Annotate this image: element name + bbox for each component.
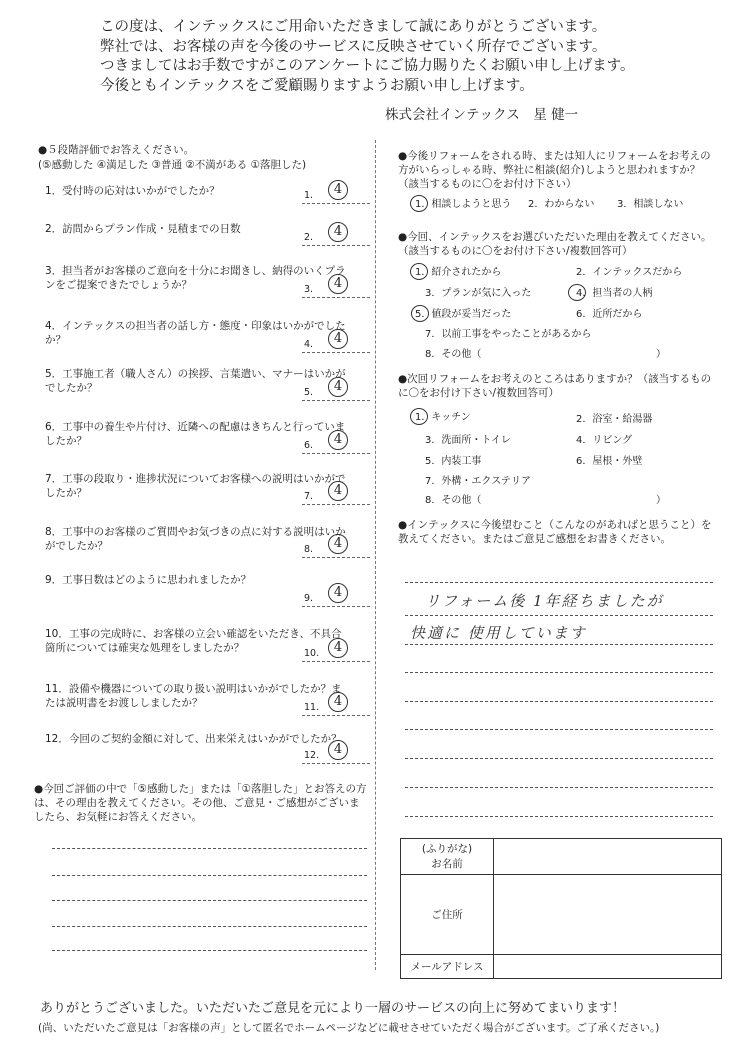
comment-line[interactable] <box>405 615 713 616</box>
rating-answer-circle: 4 <box>328 180 348 200</box>
signature: 株式会社インテックス 星 健一 <box>385 107 579 123</box>
rating-answer-circle: 4 <box>328 481 348 501</box>
name-label-cell <box>401 839 494 875</box>
question-text: 2．訪問からプラン作成・見積までの日数 <box>45 223 241 235</box>
q3-option-5[interactable]: 5．内装工事 <box>425 456 482 467</box>
question-number: 2. <box>304 232 314 243</box>
question-text: 10．工事の完成時に、お客様の立会い確認をいただき、不具合箇所については確実な処理をしましたか？ <box>45 628 342 654</box>
q3-option-2[interactable]: 2．浴室・給湯器 <box>576 414 653 425</box>
comment-line[interactable] <box>405 787 713 788</box>
q2-option-5[interactable]: 5．値段が妥当だった <box>415 309 512 320</box>
reason-line[interactable] <box>52 926 367 927</box>
answer-line[interactable] <box>302 661 370 662</box>
answer-line[interactable] <box>302 504 370 505</box>
question-number: 1. <box>304 190 314 201</box>
q2-option-8-close: ） <box>656 349 666 360</box>
q3-option-3[interactable]: 3．洗面所・トイレ <box>425 435 511 446</box>
intro-text <box>100 18 700 96</box>
question-number: 4. <box>304 339 314 350</box>
q1-option-3[interactable]: 3．相談しない <box>617 199 684 210</box>
q3-option-7[interactable]: 7．外構・エクステリア <box>425 476 532 487</box>
comment-line[interactable] <box>405 758 713 759</box>
reason-line[interactable] <box>52 950 367 951</box>
name-label: お名前 <box>431 857 463 870</box>
answer-line[interactable] <box>302 763 370 764</box>
question-number: 7. <box>304 491 314 502</box>
answer-line[interactable] <box>302 245 370 246</box>
q3-option-8-close: ） <box>656 495 666 506</box>
rating-answer-circle: 4 <box>328 638 348 658</box>
q2-option-6[interactable]: 6．近所だから <box>576 309 643 320</box>
rating-header: ●５段階評価でお答えください。 <box>38 144 195 156</box>
handwritten-comment: 快適に 使用しています <box>410 624 587 642</box>
q2-option-4[interactable]: 4．担当者の人柄 <box>576 288 653 299</box>
reason-line[interactable] <box>52 848 367 849</box>
q3-option-6[interactable]: 6．屋根・外壁 <box>576 456 643 467</box>
thanks-text: ありがとうございました。いただいたご意見を元により一層のサービスの向上に努めてまいります！ <box>40 1001 626 1016</box>
rating-answer-circle: 4 <box>328 274 348 294</box>
rating-answer-circle: 4 <box>328 329 348 349</box>
question-text: 11．設備や機器についての取り扱い説明はいかがでしたか？または説明書をお渡ししましたか？ <box>45 683 342 709</box>
q3-option-4[interactable]: 4．リビング <box>576 435 633 446</box>
rating-scale: (⑤感動した ④満足した ③普通 ②不満がある ①落胆した) <box>38 159 307 171</box>
q1-option-1[interactable]: 1．相談しようと思う <box>415 199 512 210</box>
handwritten-comment: リフォーム後 1年経ちましたが <box>425 592 664 610</box>
question-number: 8. <box>304 544 314 555</box>
rating-answer-circle: 4 <box>328 692 348 712</box>
rating-answer-circle: 4 <box>328 222 348 242</box>
furigana-label: (ふりがな) <box>421 842 473 855</box>
comment-line[interactable] <box>405 729 713 730</box>
email-field[interactable] <box>494 955 722 979</box>
q2-prompt: ●今回、インテックスをお選びいただいた理由を教えてください。（該当するものに〇をお付け下さい/複数回答可） <box>398 231 712 257</box>
address-label: ご住所 <box>401 875 494 955</box>
reason-line[interactable] <box>52 875 367 876</box>
answer-line[interactable] <box>302 557 370 558</box>
answer-line[interactable] <box>302 400 370 401</box>
q2-option-7[interactable]: 7．以前工事をやったことがあるから <box>425 329 592 340</box>
intro-line: 弊社では、お客様の声を今後のサービスに反映させていく所存でございます。 <box>100 38 607 55</box>
q1-option-2[interactable]: 2．わからない <box>528 199 595 210</box>
q3-option-8[interactable]: 8．その他（ <box>425 495 482 506</box>
question-number: 11. <box>304 702 320 713</box>
question-number: 6. <box>304 440 314 451</box>
question-text: 9．工事日数はどのように思われましたか？ <box>45 574 252 586</box>
reason-line[interactable] <box>52 900 367 901</box>
reason-prompt: ●今回ご評価の中で「⑤感動した」または「①落胆した」とお答えの方は、その理由を教えてください。その他、ご意見・ご感想がございましたら、お気軽にお答えください。 <box>34 783 367 823</box>
question-text: 8．工事中のお客様のご質問やお気づきの点に対する説明はいかがでしたか？ <box>45 526 346 552</box>
answer-line[interactable] <box>302 453 370 454</box>
comment-line[interactable] <box>405 672 713 673</box>
answer-line[interactable] <box>302 606 370 607</box>
rating-answer-circle: 4 <box>328 534 348 554</box>
q2-option-2[interactable]: 2．インテックスだから <box>576 267 683 278</box>
comment-line[interactable] <box>405 582 713 583</box>
comment-line[interactable] <box>405 644 713 645</box>
question-number: 9. <box>304 593 314 604</box>
answer-line[interactable] <box>302 203 370 204</box>
q2-option-1[interactable]: 1．紹介されたから <box>415 267 502 278</box>
q3-option-1[interactable]: 1．キッチン <box>415 412 471 423</box>
comment-line[interactable] <box>405 701 713 702</box>
disclaimer-text: (尚、いただいたご意見は「お客様の声」として匿名でホームページなどに載せさせていただく場合がございます。ご了承ください。) <box>38 1022 660 1034</box>
question-text: 6．工事中の養生や片付け、近隣への配慮はきちんと行っていましたか？ <box>45 421 346 447</box>
q2-option-3[interactable]: 3．プランが気に入った <box>425 288 532 299</box>
rating-answer-circle: 4 <box>328 430 348 450</box>
answer-line[interactable] <box>302 297 370 298</box>
rating-answer-circle: 4 <box>328 740 348 760</box>
q1-prompt: ●今後リフォームをされる時、または知人にリフォームをお考えの方がいらっしゃる時、弊社に相談(紹介)しようと思われますか？（該当するものに〇をお付け下さい） <box>398 150 711 190</box>
intro-line: 今後ともインテックスをご愛顧賜りますようお願い申し上げます。 <box>100 77 534 94</box>
question-text: 7．工事の段取り・進捗状況についてお客様への説明はいかがでしたか？ <box>45 473 346 499</box>
column-divider <box>375 140 376 970</box>
answer-line[interactable] <box>302 715 370 716</box>
intro-line: この度は、インテックスにご用命いただきまして誠にありがとうございます。 <box>100 19 607 35</box>
address-field[interactable] <box>494 875 722 955</box>
q3-prompt: ●次回リフォームをお考えのところはありますか？（該当するものに〇をお付け下さい/複数回答可） <box>398 373 712 399</box>
question-text: 5．工事施工者（職人さん）の挨拶、言葉遣い、マナーはいかがでしたか？ <box>45 368 346 394</box>
question-text: 1．受付時の応対はいかがでしたか？ <box>45 185 220 197</box>
comment-line[interactable] <box>405 816 713 817</box>
q4-prompt: ●インテックスに今後望むこと（こんなのがあればと思うこと）を教えてください。またはご意見ご感想をお書きください。 <box>398 519 712 545</box>
contact-table <box>400 838 722 979</box>
intro-line: つきましてはお手数ですがこのアンケートにご協力賜りたくお願い申し上げます。 <box>100 58 635 74</box>
rating-answer-circle: 4 <box>328 377 348 397</box>
question-number: 12. <box>304 750 320 761</box>
question-number: 3. <box>304 284 314 295</box>
name-field[interactable] <box>494 839 722 875</box>
email-label: メールアドレス <box>401 955 494 979</box>
q2-option-8[interactable]: 8．その他（ <box>425 349 482 360</box>
question-number: 5. <box>304 387 314 398</box>
question-number: 10. <box>304 648 320 659</box>
answer-line[interactable] <box>302 352 370 353</box>
question-text: 4．インテックスの担当者の話し方・態度・印象はいかがでしたか？ <box>45 320 346 346</box>
rating-answer-circle: 4 <box>328 583 348 603</box>
question-text: 3．担当者がお客様のご意向を十分にお聞きし、納得のいくプランをご提案できたでしょうか？ <box>45 265 346 291</box>
question-text: 12．今回のご契約金額に対して、出来栄えはいかがでしたか？ <box>45 733 342 745</box>
